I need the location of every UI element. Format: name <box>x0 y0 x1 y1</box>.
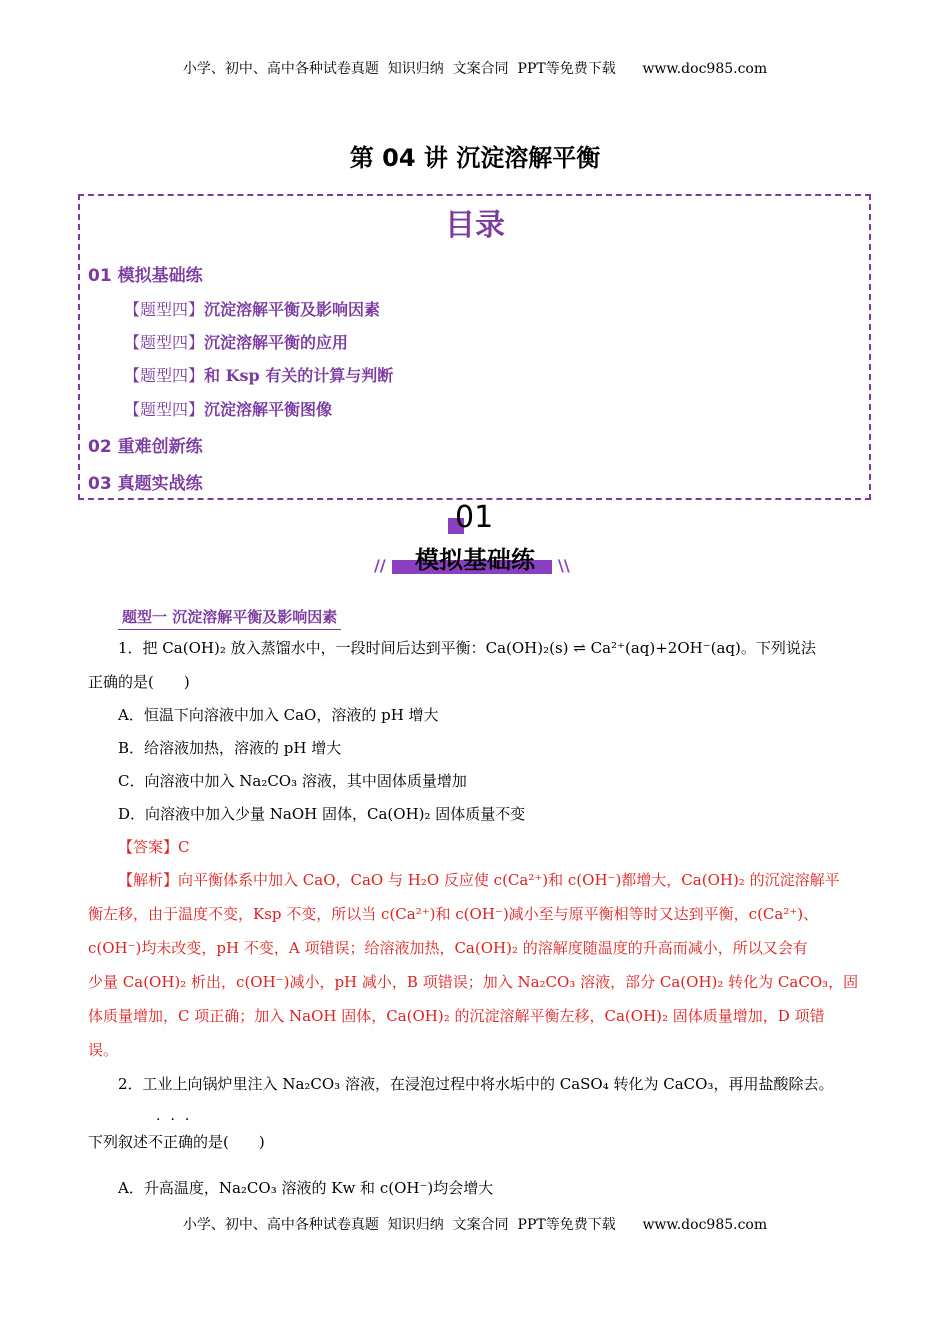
q1-option-b: B．给溶液加热，溶液的 pH 增大 <box>118 739 342 757</box>
page-footer: 小学、初中、高中各种试卷真题 知识归纳 文案合同 PPT等免费下载 www.doc985.com <box>182 1217 768 1233</box>
slash-right-icon: \\ <box>558 556 570 575</box>
section-number: 01 <box>455 500 494 535</box>
slash-left-icon: // <box>374 556 386 575</box>
q1-option-a: A．恒温下向溶液中加入 CaO，溶液的 pH 增大 <box>118 706 439 724</box>
q1-option-c: C．向溶液中加入 Na₂CO₃ 溶液，其中固体质量增加 <box>118 772 467 790</box>
emphasis-dots: ··· <box>156 1112 200 1128</box>
section-title: 模拟基础练 <box>415 546 535 574</box>
q1-stem-line2: 正确的是( ) <box>88 673 190 691</box>
q1-analysis-line3: c(OH⁻)均未改变，pH 不变，A 项错误；给溶液加热，Ca(OH)₂ 的溶解度随温度的升高而减小，所以又会有 <box>88 939 808 957</box>
toc-subitem-1[interactable] <box>124 297 380 320</box>
q1-answer <box>118 831 908 864</box>
toc-subitem-label: 沉淀溶解平衡图像 <box>204 400 333 419</box>
toc-subitem-4[interactable] <box>124 397 332 420</box>
toc-item-03[interactable]: 03 真题实战练 <box>88 474 203 494</box>
q2-stem-line2: 下列叙述不正确的是( ) <box>88 1133 265 1151</box>
toc-bracket: 【题型四】 <box>124 300 205 319</box>
q1-stem-line1: 1．把 Ca(OH)₂ 放入蒸馏水中，一段时间后达到平衡：Ca(OH)₂(s) ⇌ Ca²⁺(aq)+2OH⁻(aq)。下列说法 <box>118 639 816 657</box>
toc-bracket: 【题型四】 <box>124 400 205 419</box>
analysis-label: 【解析】 <box>118 871 179 889</box>
toc-subitem-label: 沉淀溶解平衡的应用 <box>204 333 349 352</box>
q1-analysis-line5: 体质量增加，C 项正确；加入 NaOH 固体，Ca(OH)₂ 的沉淀溶解平衡左移，Ca(OH)₂ 固体质量增加，D 项错 <box>88 1007 825 1025</box>
q1-analysis-line2: 衡左移，由于温度不变，Ksp 不变，所以当 c(Ca²⁺)和 c(OH⁻)减小至与原平衡相等时又达到平衡，c(Ca²⁺)、 <box>88 905 819 923</box>
topic-heading: 题型一 沉淀溶解平衡及影响因素 <box>118 604 341 630</box>
answer-label: 【答案】 <box>118 838 179 856</box>
toc-subitem-3[interactable] <box>124 363 393 386</box>
toc-bracket: 【题型四】 <box>124 333 205 352</box>
page-title: 第 04 讲 沉淀溶解平衡 <box>349 144 601 172</box>
toc-subitem-2[interactable] <box>124 330 348 353</box>
toc-item-01[interactable]: 01 模拟基础练 <box>88 266 203 286</box>
toc-title: 目录 <box>445 208 505 243</box>
q2-stem-line1: 2．工业上向锅炉里注入 Na₂CO₃ 溶液，在浸泡过程中将水垢中的 CaSO₄ 转化为 CaCO₃，再用盐酸除去。 <box>118 1075 834 1093</box>
analysis-text: 向平衡体系中加入 CaO，CaO 与 H₂O 反应使 c(Ca²⁺)和 c(OH⁻)都增大，Ca(OH)₂ 的沉淀溶解平 <box>178 871 840 889</box>
q1-analysis-line4: 少量 Ca(OH)₂ 析出，c(OH⁻)减小，pH 减小，B 项错误；加入 Na₂CO₃ 溶液，部分 Ca(OH)₂ 转化为 CaCO₃，固 <box>88 973 859 991</box>
page-header: 小学、初中、高中各种试卷真题 知识归纳 文案合同 PPT等免费下载 www.doc985.com <box>182 61 768 77</box>
q2-option-a: A．升高温度，Na₂CO₃ 溶液的 Kw 和 c(OH⁻)均会增大 <box>118 1179 494 1197</box>
q1-analysis-line6: 误。 <box>88 1041 119 1059</box>
q1-option-d: D．向溶液中加入少量 NaOH 固体，Ca(OH)₂ 固体质量不变 <box>118 805 526 823</box>
answer-value: C <box>178 838 190 856</box>
q1-analysis-line1 <box>118 864 878 897</box>
toc-bracket: 【题型四】 <box>124 366 205 385</box>
toc-subitem-label: 沉淀溶解平衡及影响因素 <box>204 300 381 319</box>
toc-item-02[interactable]: 02 重难创新练 <box>88 437 203 457</box>
toc-subitem-label: 和 Ksp 有关的计算与判断 <box>204 366 394 385</box>
